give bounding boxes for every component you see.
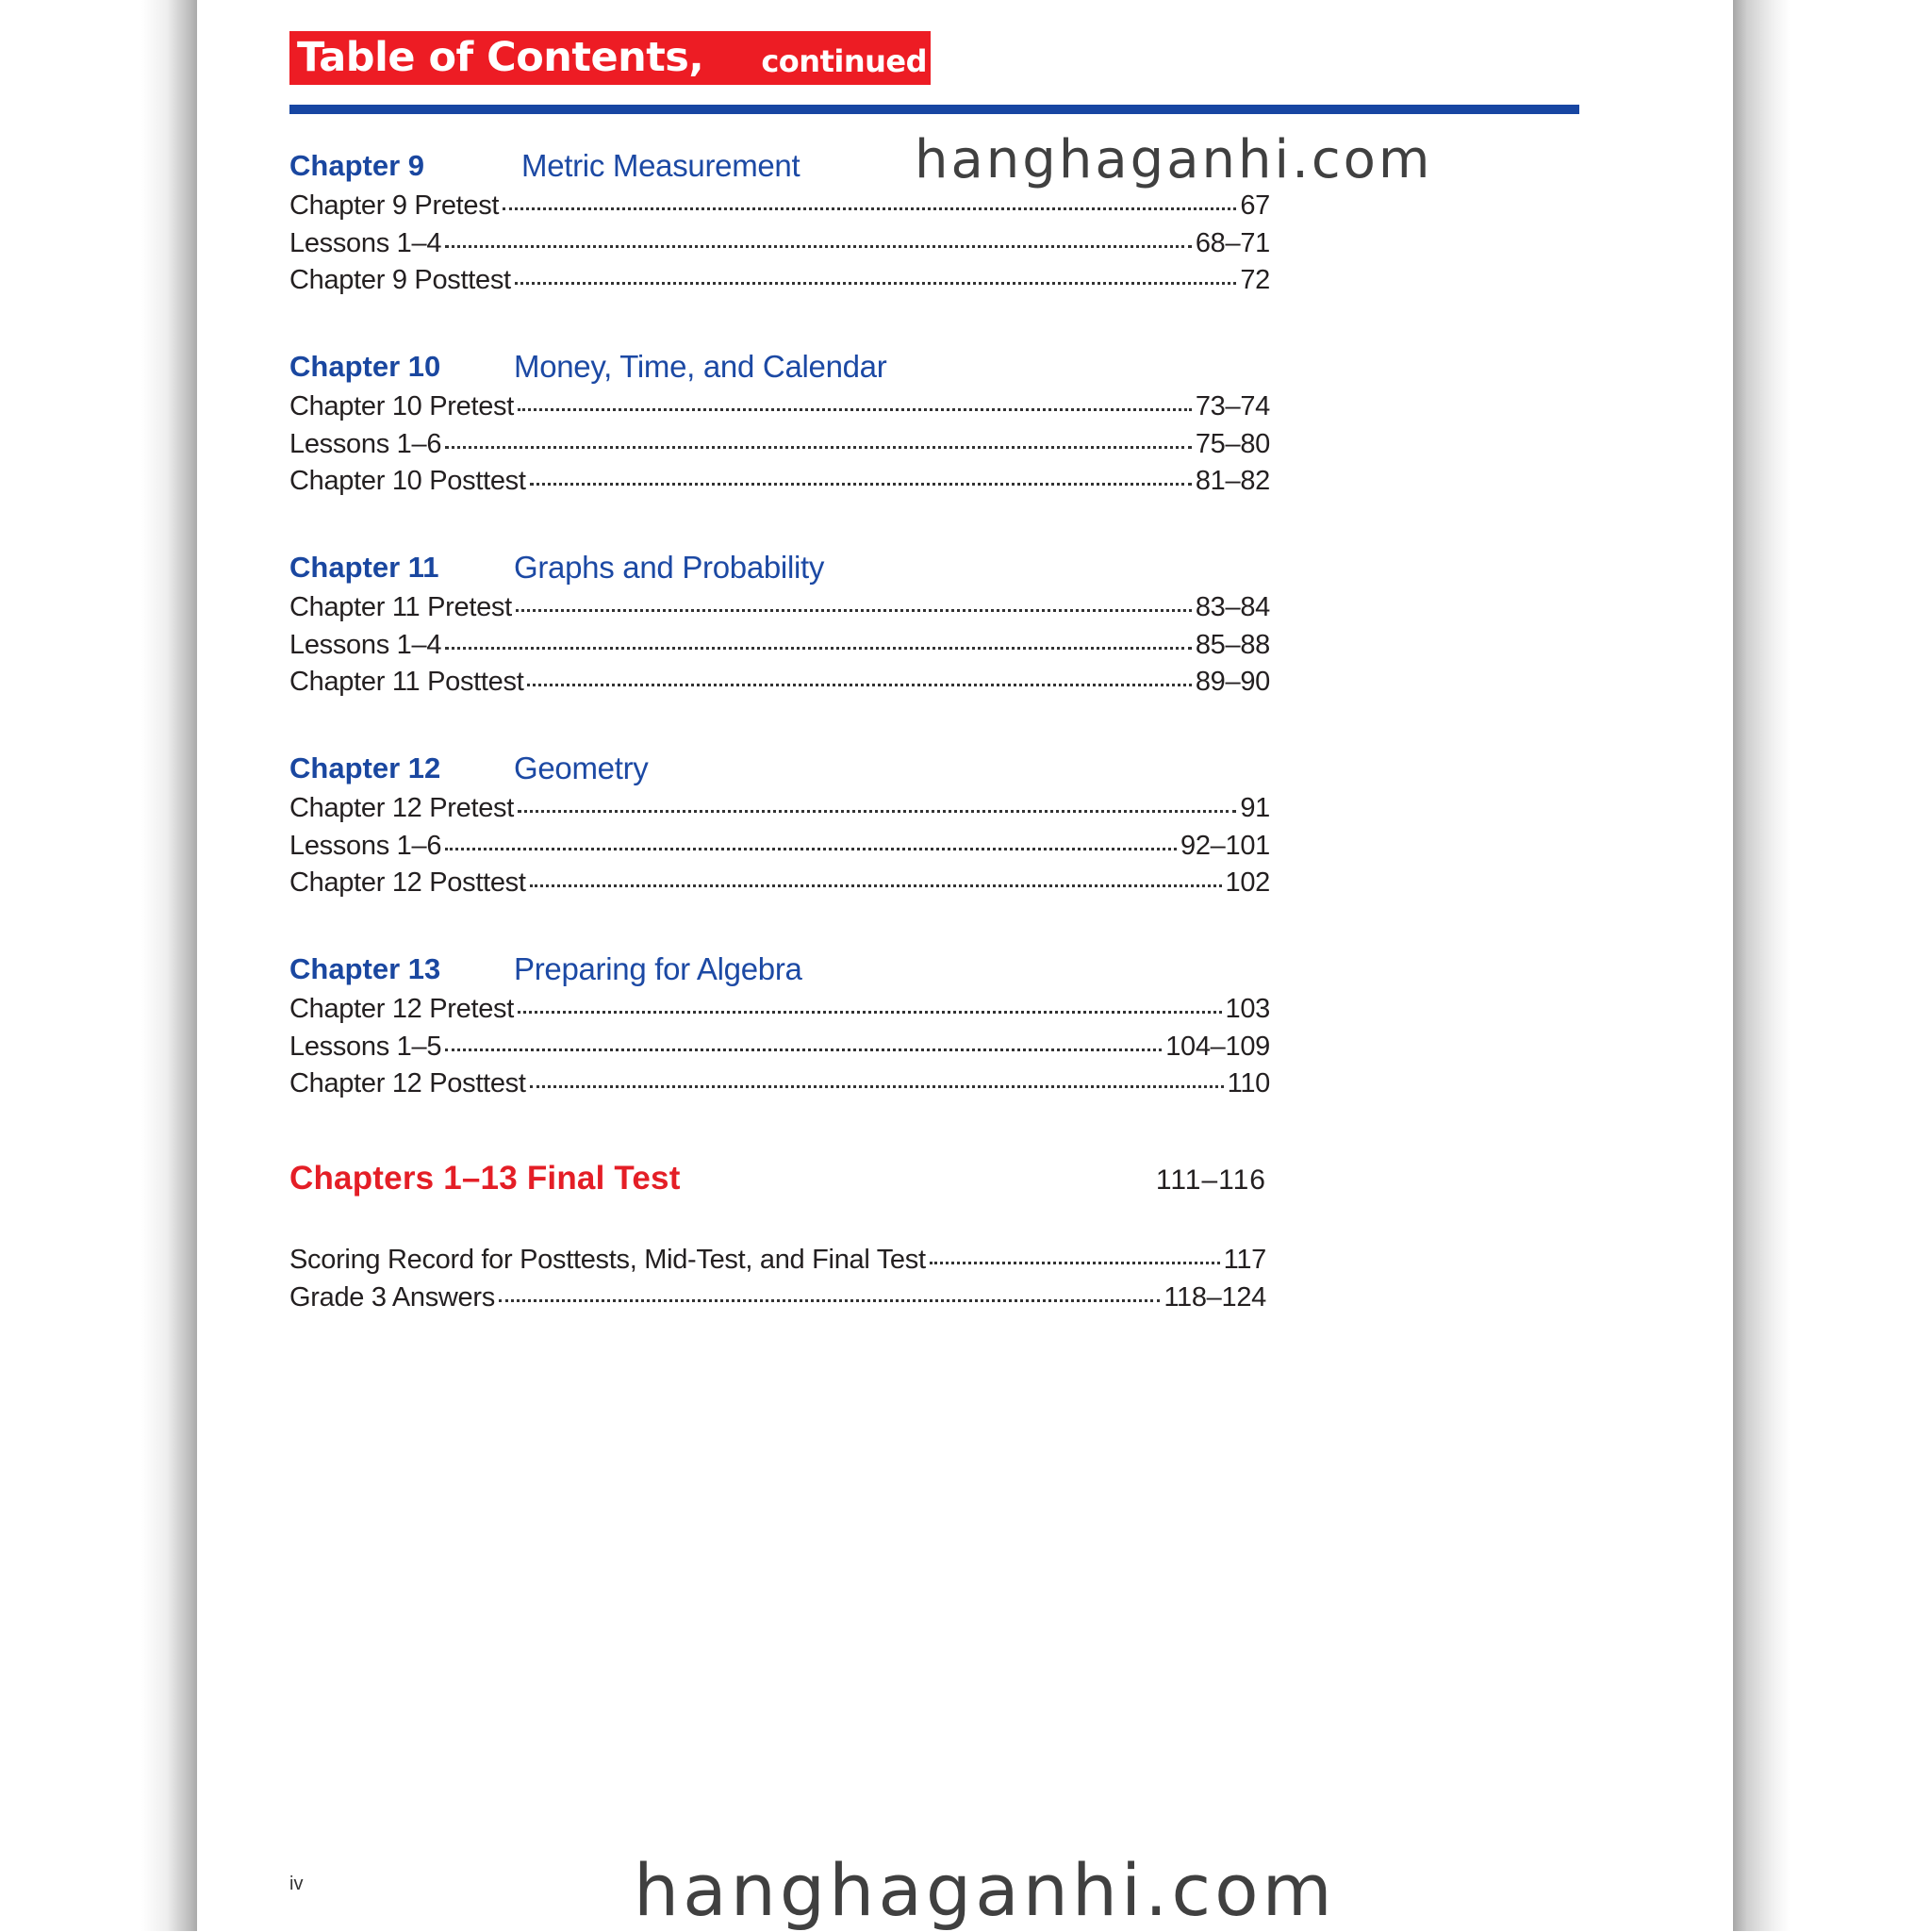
- toc-title-suffix: continued: [761, 43, 927, 79]
- dot-leader: [530, 483, 1192, 486]
- document-page: [197, 0, 1733, 1931]
- entry-label: Chapter 12 Posttest: [289, 1068, 526, 1098]
- toc-entry[interactable]: [289, 1032, 1270, 1069]
- entry-pages: 102: [1225, 867, 1270, 898]
- header-rule: [289, 105, 1579, 114]
- chapter-number: Chapter 9: [289, 149, 424, 182]
- toc-entry[interactable]: [289, 831, 1270, 868]
- entry-pages: 68–71: [1195, 227, 1270, 258]
- chapter-heading: [289, 346, 1270, 384]
- misc-entries: [289, 1245, 1266, 1319]
- toc-entry-scoring-record[interactable]: [289, 1245, 1266, 1282]
- entry-label: Chapter 9 Posttest: [289, 265, 511, 295]
- dot-leader: [503, 207, 1236, 210]
- chapter-title: Metric Measurement: [521, 148, 800, 183]
- dot-leader: [516, 609, 1192, 612]
- chapter-title: Graphs and Probability: [514, 550, 825, 585]
- page-shadow-right: [1733, 0, 1790, 1931]
- dot-leader: [515, 282, 1237, 285]
- entry-pages: 67: [1240, 190, 1270, 221]
- toc-entry[interactable]: [289, 592, 1270, 630]
- toc-title-banner: [289, 31, 931, 85]
- entry-label: Chapter 10 Posttest: [289, 466, 526, 496]
- dot-leader: [527, 684, 1191, 686]
- entry-label: Scoring Record for Posttests, Mid-Test, and Final Test: [289, 1245, 926, 1275]
- chapter-number: Chapter 10: [289, 350, 441, 383]
- dot-leader: [530, 884, 1222, 887]
- dot-leader: [518, 1011, 1221, 1014]
- toc-entry[interactable]: [289, 630, 1270, 668]
- chapter-title: Preparing for Algebra: [514, 951, 802, 986]
- entry-label: Chapter 12 Pretest: [289, 994, 515, 1024]
- entry-label: Chapter 10 Pretest: [289, 391, 515, 421]
- entry-pages: 103: [1225, 994, 1270, 1024]
- entry-pages: 75–80: [1195, 428, 1270, 459]
- toc-entry[interactable]: [289, 190, 1270, 228]
- toc-entry[interactable]: [289, 391, 1270, 429]
- toc-entry-answers[interactable]: [289, 1282, 1266, 1320]
- entry-label: Lessons 1–6: [289, 830, 442, 861]
- page-number: iv: [289, 1874, 304, 1894]
- chapter-number: Chapter 11: [289, 551, 439, 584]
- entry-pages: 85–88: [1195, 629, 1270, 660]
- dot-leader: [530, 1085, 1224, 1088]
- chapter-section-10: [289, 346, 1270, 504]
- entry-pages: 81–82: [1195, 466, 1270, 496]
- dot-leader: [445, 848, 1177, 850]
- chapter-title: Geometry: [514, 751, 649, 785]
- entry-pages: 110: [1227, 1068, 1270, 1098]
- entry-label: Grade 3 Answers: [289, 1281, 495, 1313]
- entry-label: Lessons 1–4: [289, 227, 442, 258]
- chapter-section-12: [289, 748, 1270, 905]
- entry-label: Chapter 9 Pretest: [289, 190, 500, 221]
- final-test-label: Chapters 1–13 Final Test: [289, 1160, 681, 1197]
- entry-pages: 91: [1240, 793, 1270, 823]
- entry-label: Lessons 1–4: [289, 629, 442, 660]
- watermark-top: hanghaganhi.com: [915, 129, 1433, 190]
- entry-pages: 117: [1223, 1245, 1266, 1275]
- chapter-number: Chapter 12: [289, 751, 441, 784]
- dot-leader: [499, 1299, 1160, 1302]
- chapter-title: Money, Time, and Calendar: [514, 349, 887, 384]
- entry-pages: 72: [1240, 265, 1270, 295]
- chapter-heading: [289, 949, 1270, 986]
- toc-entry[interactable]: [289, 265, 1270, 303]
- chapter-number: Chapter 13: [289, 952, 441, 985]
- watermark-bottom: hanghaganhi.com: [634, 1848, 1336, 1932]
- toc-entry[interactable]: [289, 667, 1270, 704]
- chapter-heading: [289, 547, 1270, 585]
- dot-leader: [518, 810, 1236, 813]
- toc-title: Table of Contents,: [297, 34, 704, 81]
- entry-label: Chapter 12 Posttest: [289, 867, 526, 898]
- dot-leader: [445, 1049, 1162, 1051]
- entry-pages: 104–109: [1165, 1031, 1270, 1062]
- entry-label: Lessons 1–5: [289, 1031, 442, 1062]
- dot-leader: [445, 647, 1192, 650]
- entry-label: Chapter 12 Pretest: [289, 793, 515, 823]
- toc-entry[interactable]: [289, 429, 1270, 467]
- chapter-heading: [289, 748, 1270, 785]
- dot-leader: [445, 245, 1192, 248]
- toc-entry[interactable]: [289, 867, 1270, 905]
- entry-label: Chapter 11 Pretest: [289, 592, 512, 622]
- entry-label: Lessons 1–6: [289, 428, 442, 459]
- chapter-section-11: [289, 547, 1270, 704]
- dot-leader: [930, 1262, 1220, 1264]
- toc-entry[interactable]: [289, 466, 1270, 504]
- entry-pages: 89–90: [1195, 667, 1270, 697]
- toc-entry[interactable]: [289, 994, 1270, 1032]
- entry-pages: 92–101: [1180, 830, 1270, 861]
- toc-entry[interactable]: [289, 228, 1270, 266]
- entry-pages: 73–74: [1195, 391, 1270, 421]
- toc-entry[interactable]: [289, 793, 1270, 831]
- page-shadow-left: [141, 0, 198, 1931]
- entry-pages: 83–84: [1195, 592, 1270, 622]
- chapter-section-13: [289, 949, 1270, 1106]
- entry-pages: 118–124: [1164, 1281, 1266, 1313]
- dot-leader: [518, 408, 1192, 411]
- final-test-pages: 111–116: [1155, 1164, 1266, 1196]
- dot-leader: [445, 446, 1192, 449]
- entry-label: Chapter 11 Posttest: [289, 667, 524, 697]
- final-test-entry[interactable]: [289, 1160, 1266, 1197]
- toc-entry[interactable]: [289, 1068, 1270, 1106]
